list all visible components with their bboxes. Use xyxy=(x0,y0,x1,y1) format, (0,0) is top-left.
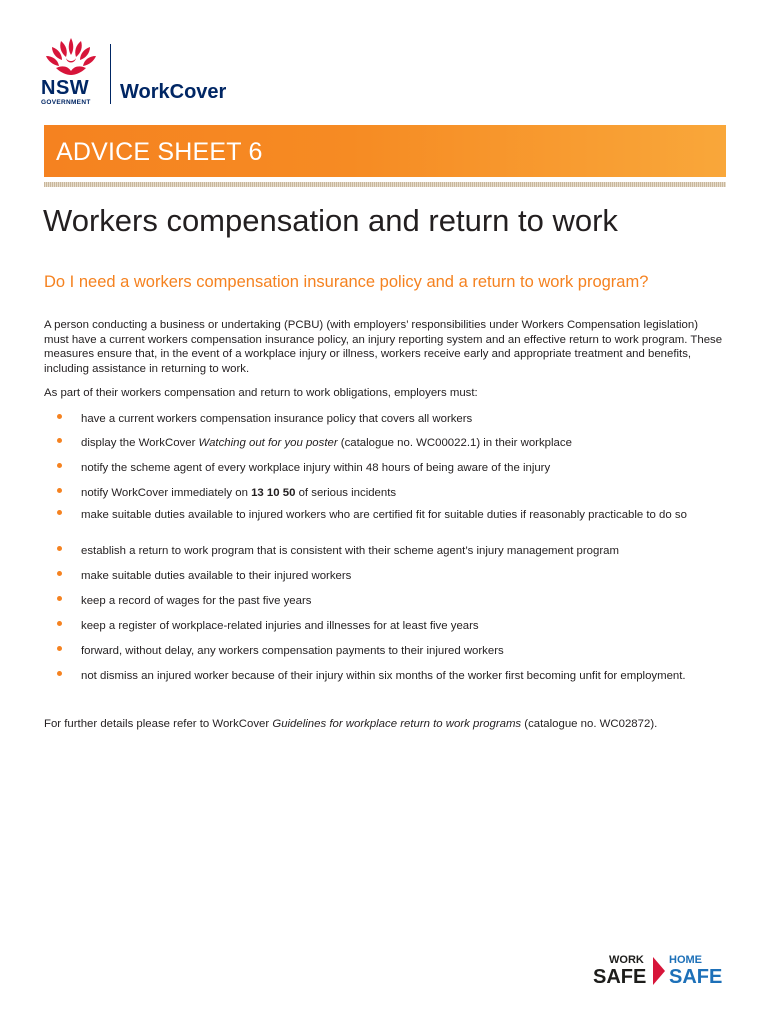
safe-label: SAFE xyxy=(593,966,647,988)
list-item-text: notify WorkCover immediately on 13 10 50 of serious incidents xyxy=(81,487,397,499)
closing-paragraph: For further details please refer to WorkCover Guidelines for workplace return to work programs (catalogue no. WC02872). xyxy=(44,718,658,730)
banner-title: ADVICE SHEET 6 xyxy=(56,138,263,166)
chevron-right-icon xyxy=(653,957,665,985)
list-item-text: display the WorkCover Watching out for you poster (catalogue no. WC00022.1) in their workplace xyxy=(81,437,572,449)
list-item-text: establish a return to work program that is consistent with their scheme agent’s injury management program xyxy=(81,545,619,557)
advice-sheet-banner xyxy=(44,125,726,177)
obligations-lead: As part of their workers compensation and return to work obligations, employers must: xyxy=(44,387,478,399)
waratah-icon xyxy=(44,36,98,76)
intro-paragraph: A person conducting a business or undertaking (PCBU) (with employers’ responsibilities under Workers Compensation legislation) must have a current workers compensation insurance policy, an injury reporting system and an effective return to work program. These measures ensure that, in the event of a workplace injury or illness, workers receive early and appropriate treatment and benefits, including assistance in returning to work. xyxy=(44,319,723,375)
bullet-icon xyxy=(57,546,62,551)
workcover-wordmark: WorkCover xyxy=(120,81,227,103)
section-heading: Do I need a workers compensation insurance policy and a return to work program? xyxy=(44,273,649,291)
divider-rule xyxy=(44,182,726,187)
list-item-text: not dismiss an injured worker because of their injury within six months of the worker first becoming unfit for employment. xyxy=(81,670,686,682)
guidelines-title: Guidelines for workplace return to work programs xyxy=(272,718,522,730)
list-item-text: make suitable duties available to their injured workers xyxy=(81,570,352,582)
bullet-icon xyxy=(57,414,62,419)
bullet-icon xyxy=(57,571,62,576)
logo-divider xyxy=(110,44,111,104)
bullet-icon xyxy=(57,510,62,515)
bullet-icon xyxy=(57,621,62,626)
bullet-icon xyxy=(57,488,62,493)
bullet-icon xyxy=(57,671,62,676)
nsw-workcover-logo xyxy=(40,36,270,108)
list-item-text: keep a register of workplace-related injuries and illnesses for at least five years xyxy=(81,620,479,632)
page-title: Workers compensation and return to work xyxy=(43,203,618,238)
bullet-icon xyxy=(57,596,62,601)
phone-number: 13 10 50 xyxy=(251,487,296,499)
list-item-text: have a current workers compensation insurance policy that covers all workers xyxy=(81,413,473,425)
government-wordmark: GOVERNMENT xyxy=(41,99,91,106)
list-item-text: keep a record of wages for the past five years xyxy=(81,595,312,607)
list-item-text: forward, without delay, any workers compensation payments to their injured workers xyxy=(81,645,504,657)
nsw-wordmark: NSW xyxy=(41,77,90,99)
list-item-text: make suitable duties available to injured workers who are certified fit for suitable duties if reasonably practicable to do so xyxy=(81,509,687,521)
bullet-icon xyxy=(57,463,62,468)
safe-label-2: SAFE xyxy=(669,966,723,988)
poster-title: Watching out for you poster xyxy=(198,437,338,449)
bullet-icon xyxy=(57,438,62,443)
bullet-icon xyxy=(57,646,62,651)
list-item-text: notify the scheme agent of every workplace injury within 48 hours of being aware of the injury xyxy=(81,462,551,474)
work-label: WORK xyxy=(609,954,644,966)
home-label: HOME xyxy=(669,954,702,966)
work-safe-home-safe-logo xyxy=(591,953,731,989)
